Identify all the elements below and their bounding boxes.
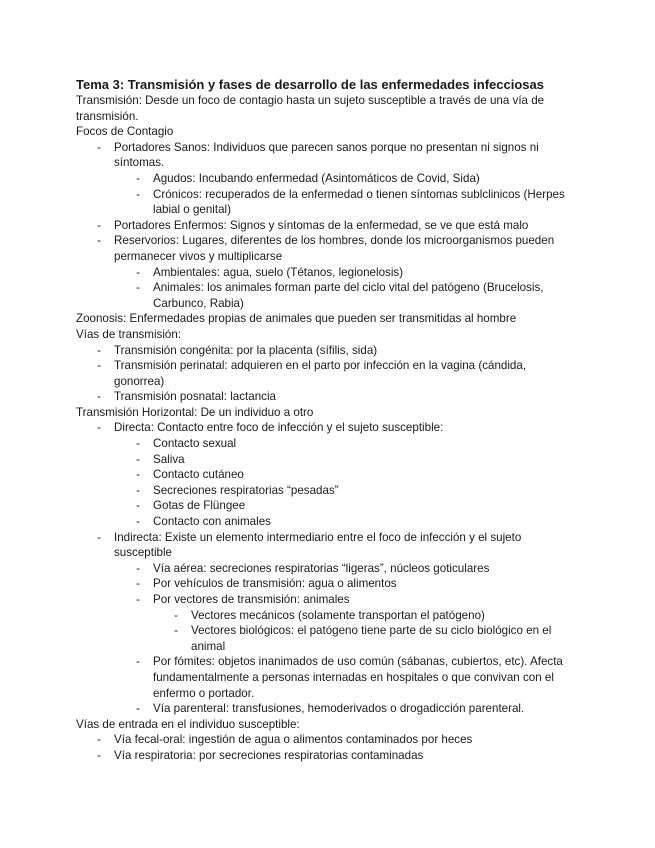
bullet-dash: - — [136, 187, 140, 201]
bullet-dash: - — [136, 702, 140, 716]
bullet-dash: - — [97, 748, 101, 762]
bullet-dash: - — [136, 561, 140, 575]
list-item-text: Por vehículos de transmisión: agua o alimentos — [153, 577, 397, 591]
bullet-dash: - — [174, 624, 178, 638]
list-item-text: Transmisión perinatal: adquieren en el parto por infección en la vagina (cándida, gonorrea) — [114, 359, 527, 388]
list-item-text: Portadores Sanos: Individuos que parecen sanos porque no presentan ni signos ni síntomas. — [114, 140, 539, 170]
list-item-text: Por fómites: objetos inanimados de uso común (sábanas, cubiertos, etc). Afecta fundamentalmente a personas internadas en hospitales o que convivan con el enfermo o portador. — [153, 655, 563, 700]
list-item-parenteral — [76, 701, 576, 717]
list-item-text: Directa: Contacto entre foco de infección y el sujeto susceptible: — [114, 421, 444, 435]
list-item-text: Contacto cutáneo — [153, 468, 244, 482]
list-item-text: Vectores biológicos: el patógeno tiene parte de su ciclo biológico en el animal — [191, 624, 552, 653]
list-item-vectores-mecanicos — [76, 608, 576, 624]
list-item-text: Saliva — [153, 452, 185, 466]
list-item-text: Indirecta: Existe un elemento intermediario entre el foco de infección y el sujeto susceptible — [114, 530, 522, 560]
list-item-contacto-cutaneo — [76, 467, 576, 483]
list-item-text: Portadores Enfermos: Signos y síntomas de la enfermedad, se ve que está malo — [114, 218, 529, 232]
document-body — [76, 77, 576, 764]
bullet-dash: - — [97, 234, 101, 248]
list-item-text: Gotas de Flüngee — [153, 499, 246, 513]
list-item-contacto-sexual — [76, 436, 576, 452]
intro-paragraph: Transmisión: Desde un foco de contagio hasta un sujeto susceptible a través de una vía de transmisión. — [76, 94, 545, 123]
list-item-vectores — [76, 592, 576, 608]
list-item-vehiculos — [76, 576, 576, 592]
zoonosis-paragraph: Zoonosis: Enfermedades propias de animales que pueden ser transmitidas al hombre — [76, 312, 517, 326]
bullet-dash: - — [136, 577, 140, 591]
bullet-dash: - — [136, 515, 140, 529]
bullet-dash: - — [136, 171, 140, 185]
focos-heading: Focos de Contagio — [76, 125, 174, 139]
entrada-list — [76, 732, 576, 763]
list-item-vectores-biologicos — [76, 623, 576, 654]
list-item-via-aerea — [76, 561, 576, 577]
list-item-text: Vía aérea: secreciones respiratorias “ligeras”, núcleos goticulares — [153, 561, 490, 575]
list-item-text: Contacto con animales — [153, 515, 271, 529]
list-item-text: Transmisión posnatal: lactancia — [114, 390, 276, 404]
vias-list — [76, 343, 576, 405]
list-item-animales — [76, 280, 576, 311]
list-item-text: Vía parenteral: transfusiones, hemoderivados o drogadicción parenteral. — [153, 702, 525, 716]
list-item-text: Crónicos: recuperados de la enfermedad o tienen síntomas sublclinicos (Herpes labial o genital) — [153, 187, 565, 217]
list-item-agudos — [76, 171, 576, 187]
list-item-text: Contacto sexual — [153, 437, 237, 451]
bullet-dash: - — [136, 655, 140, 669]
document-title: Tema 3: Transmisión y fases de desarrollo de las enfermedades infecciosas — [76, 77, 544, 92]
bullet-dash: - — [97, 733, 101, 747]
focos-list — [76, 140, 576, 312]
list-item-ambientales — [76, 265, 576, 281]
bullet-dash: - — [97, 343, 101, 357]
list-item-fecal-oral — [76, 732, 576, 748]
list-item-indirecta — [76, 530, 576, 561]
list-item-text: Agudos: Incubando enfermedad (Asintomáticos de Covid, Sida) — [153, 171, 480, 185]
list-item-directa — [76, 420, 576, 436]
list-item-posnatal — [76, 389, 576, 405]
list-item-text: Vía respiratoria: por secreciones respiratorias contaminadas — [114, 748, 424, 762]
entrada-heading: Vías de entrada en el individuo susceptible: — [76, 717, 300, 731]
vias-heading: Vías de transmisión: — [76, 327, 182, 341]
horizontal-list — [76, 420, 576, 716]
bullet-dash: - — [136, 483, 140, 497]
list-item-perinatal — [76, 358, 576, 389]
list-item-contacto-animales — [76, 514, 576, 530]
bullet-dash: - — [97, 390, 101, 404]
bullet-dash: - — [136, 265, 140, 279]
bullet-dash: - — [97, 140, 101, 154]
bullet-dash: - — [136, 452, 140, 466]
list-item-cronicos — [76, 187, 576, 218]
list-item-text: Vía fecal-oral: ingestión de agua o alimentos contaminados por heces — [114, 733, 473, 747]
list-item-text: Reservorios: Lugares, diferentes de los hombres, donde los microorganismos pueden permanecer vivos y multiplicarse — [114, 234, 555, 263]
bullet-dash: - — [97, 421, 101, 435]
bullet-dash: - — [97, 218, 101, 232]
bullet-dash: - — [136, 593, 140, 606]
list-item-respiratoria — [76, 748, 576, 764]
list-item-secreciones-pesadas — [76, 483, 576, 499]
list-item-text: Secreciones respiratorias “pesadas” — [153, 483, 339, 497]
list-item-reservorios — [76, 233, 576, 264]
bullet-dash: - — [136, 437, 140, 451]
horizontal-heading: Transmisión Horizontal: De un individuo a otro — [76, 405, 314, 419]
list-item-fomites — [76, 654, 576, 701]
list-item-gotas-flungee — [76, 498, 576, 514]
bullet-dash: - — [97, 530, 101, 544]
list-item-portadores-sanos — [76, 140, 576, 171]
bullet-dash: - — [136, 468, 140, 482]
list-item-portadores-enfermos — [76, 218, 576, 234]
list-item-text: Ambientales: agua, suelo (Tétanos, legionelosis) — [153, 265, 404, 279]
list-item-text: Por vectores de transmisión: animales — [153, 593, 350, 606]
list-item-text: Animales: los animales forman parte del ciclo vital del patógeno (Brucelosis, Carbunco, Rabia) — [153, 281, 544, 310]
bullet-dash: - — [97, 359, 101, 373]
bullet-dash: - — [136, 281, 140, 295]
bullet-dash: - — [174, 608, 178, 622]
list-item-text: Vectores mecánicos (solamente transportan el patógeno) — [191, 608, 485, 622]
list-item-text: Transmisión congénita: por la placenta (sífilis, sida) — [114, 343, 378, 357]
list-item-congenita — [76, 343, 576, 359]
list-item-saliva — [76, 452, 576, 468]
bullet-dash: - — [136, 499, 140, 513]
